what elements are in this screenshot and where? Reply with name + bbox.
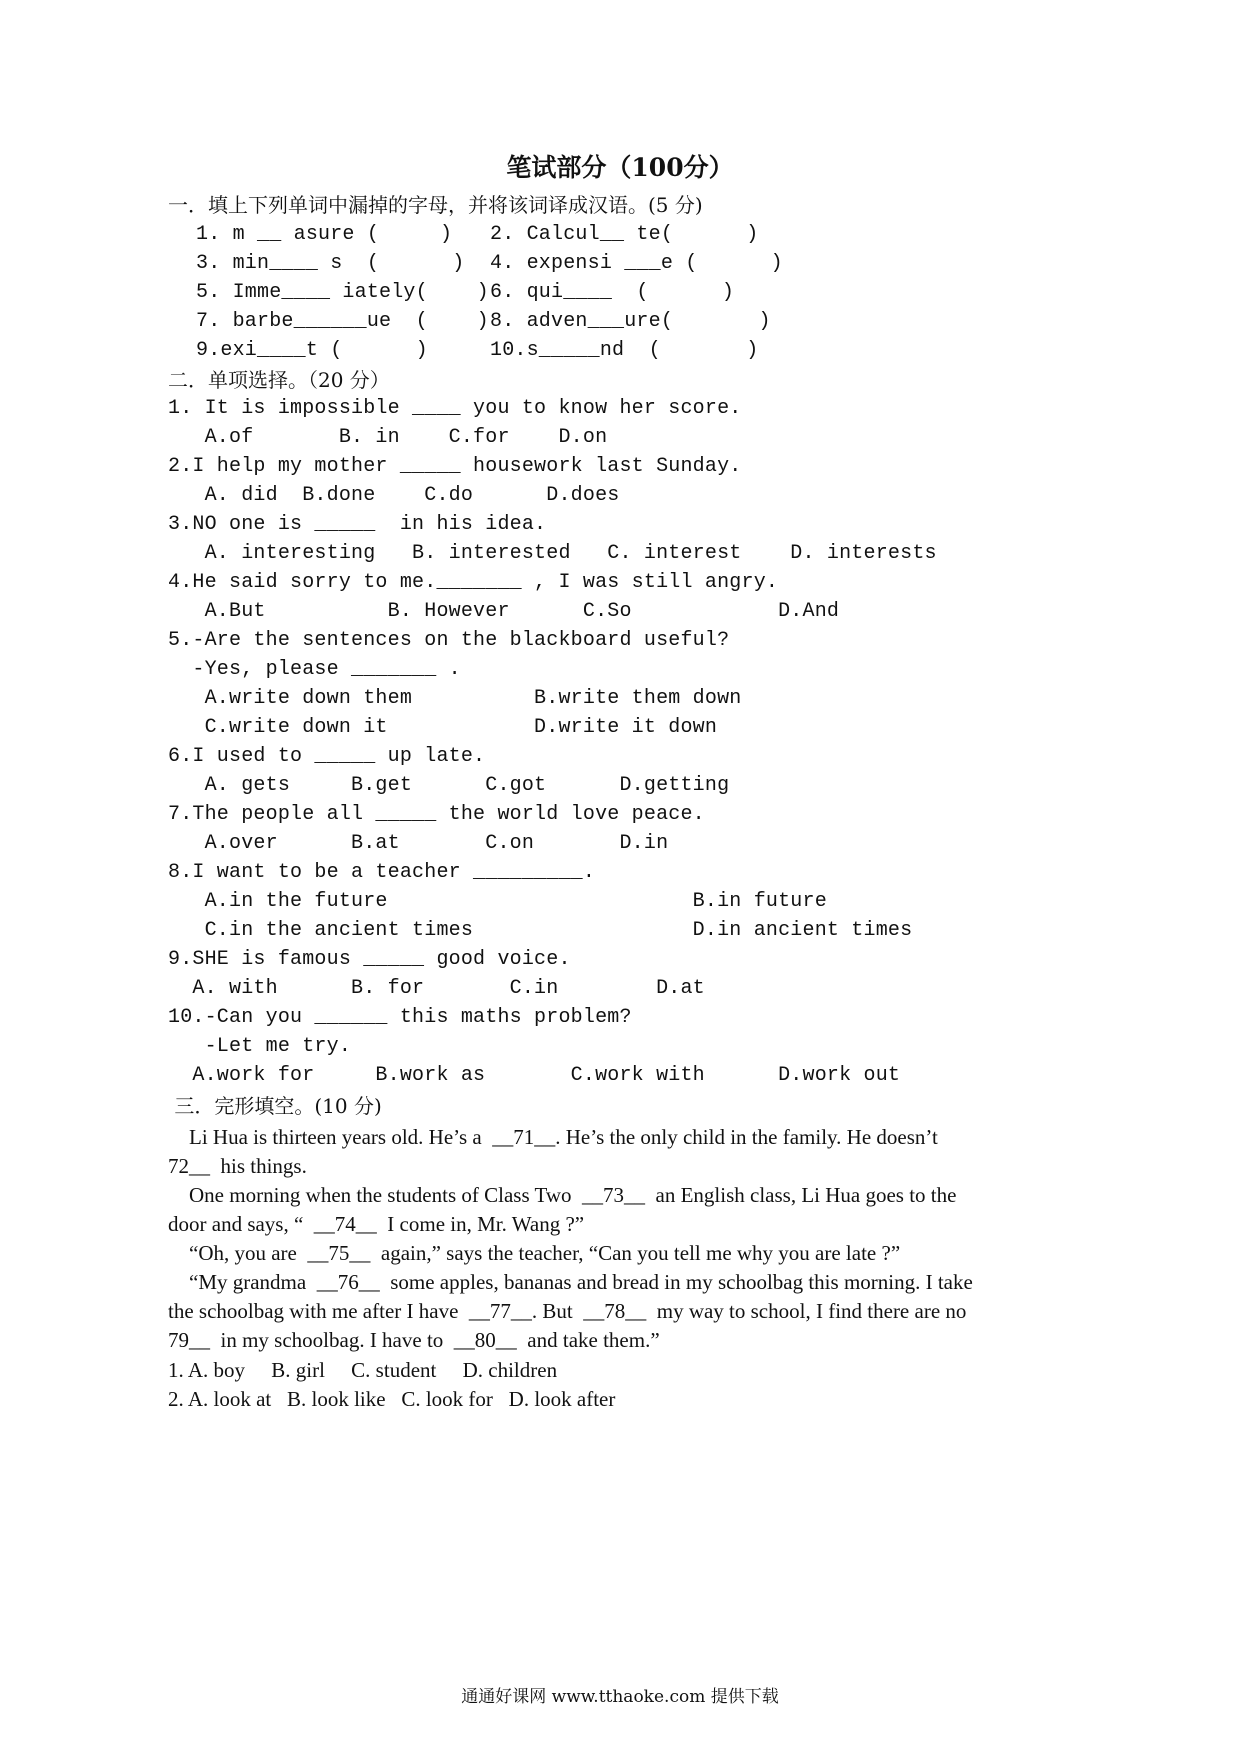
question-line: 1. It is impossible ____ you to know her score.	[168, 397, 742, 420]
question-line: 9.SHE is famous _____ good voice.	[168, 948, 571, 971]
question-line: A.in the future B.in future	[168, 890, 827, 913]
question-line: -Let me try.	[168, 1035, 352, 1058]
page-footer: 通通好课网 www.tthaoke.com 提供下载	[461, 1687, 779, 1707]
section1-item: 1. m __ asure ( )	[196, 223, 453, 246]
section3-heading: 三．完形填空。(10 分)	[168, 1094, 382, 1118]
question-line: A.write down them B.write them down	[168, 687, 742, 710]
section1-item: 5. Imme____ iately( )	[196, 281, 489, 304]
question-line: 7.The people all _____ the world love peace.	[168, 803, 705, 826]
section1-item: 3. min____ s ( )	[196, 252, 465, 275]
question-line: 3.NO one is _____ in his idea.	[168, 513, 547, 536]
section1-item: 4. expensi ___e ( )	[490, 252, 783, 275]
question-line: 4.He said sorry to me._______ , I was still angry.	[168, 571, 779, 594]
section1-item: 8. adven___ure( )	[490, 310, 771, 333]
passage-line: 79__ in my schoolbag. I have to __80__ and take them.”	[168, 1328, 660, 1352]
question-line: 5.-Are the sentences on the blackboard useful?	[168, 629, 730, 652]
passage-line: One morning when the students of Class Two __73__ an English class, Li Hua goes to the	[168, 1183, 957, 1207]
question-line: A.over B.at C.on D.in	[168, 832, 669, 855]
question-line: 2.I help my mother _____ housework last Sunday.	[168, 455, 742, 478]
section2-heading: 二．单项选择。（20 分）	[168, 368, 390, 392]
passage-line: “Oh, you are __75__ again,” says the teacher, “Can you tell me why you are late ?”	[168, 1241, 901, 1265]
question-line: A.work for B.work as C.work with D.work out	[168, 1064, 901, 1087]
passage-line: 72__ his things.	[168, 1154, 307, 1178]
passage-line: Li Hua is thirteen years old. He’s a __71__. He’s the only child in the family. He doesn’t	[168, 1125, 938, 1149]
question-line: A. with B. for C.in D.at	[168, 977, 705, 1000]
passage-line: “My grandma __76__ some apples, bananas and bread in my schoolbag this morning. I take	[168, 1270, 973, 1294]
question-line: A.But B. However C.So D.And	[168, 600, 840, 623]
question-line: 6.I used to _____ up late.	[168, 745, 486, 768]
question-line: A.of B. in C.for D.on	[168, 426, 608, 449]
option-line: 2. A. look at B. look like C. look for D. look after	[168, 1387, 616, 1411]
option-line: 1. A. boy B. girl C. student D. children	[168, 1358, 558, 1382]
question-line: A. gets B.get C.got D.getting	[168, 774, 730, 797]
passage-line: door and says, “ __74__ I come in, Mr. Wang ?”	[168, 1212, 585, 1236]
question-line: A. interesting B. interested C. interest D. interests	[168, 542, 937, 565]
question-line: C.write down it D.write it down	[168, 716, 718, 739]
question-line: 10.-Can you ______ this maths problem?	[168, 1006, 632, 1029]
question-line: A. did B.done C.do D.does	[168, 484, 620, 507]
section1-item: 6. qui____ ( )	[490, 281, 735, 304]
section1-item: 7. barbe______ue ( )	[196, 310, 489, 333]
passage-line: the schoolbag with me after I have __77__. But __78__ my way to school, I find there are no	[168, 1299, 967, 1323]
question-line: 8.I want to be a teacher _________.	[168, 861, 596, 884]
question-line: -Yes, please _______ .	[168, 658, 461, 681]
page-title: 笔试部分（100分）	[506, 153, 734, 182]
question-line: C.in the ancient times D.in ancient times	[168, 919, 913, 942]
section1-heading: 一．填上下列单词中漏掉的字母，并将该词译成汉语。(5 分)	[168, 193, 703, 217]
section1-item: 10.s_____nd ( )	[490, 339, 759, 362]
section1-item: 2. Calcul__ te( )	[490, 223, 759, 246]
section1-item: 9.exi____t ( )	[196, 339, 428, 362]
